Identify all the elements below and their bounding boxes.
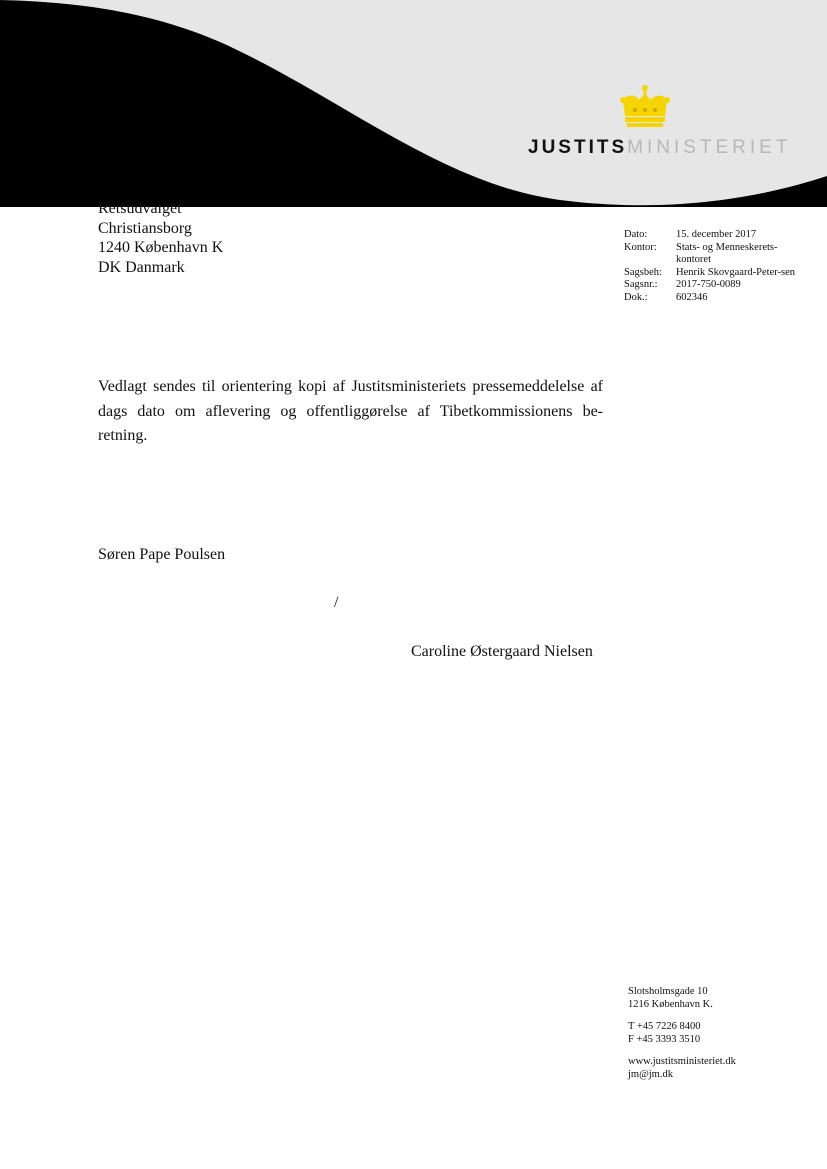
- logo-part-ministeriet: MINISTERIET: [627, 137, 792, 158]
- footer-address-line: 1216 København K.: [628, 998, 713, 1010]
- footer-fax: F +45 3393 3510: [628, 1033, 701, 1045]
- meta-row-document: [624, 292, 814, 305]
- crown-icon: [617, 84, 673, 130]
- recipient-line: DK Danmark: [98, 258, 185, 276]
- recipient-address: [98, 199, 223, 280]
- meta-key: Dok.:: [624, 291, 648, 303]
- header-wave-graphic: [0, 0, 827, 207]
- meta-value: 602346: [676, 291, 708, 303]
- footer-phone: T +45 7226 8400: [628, 1021, 701, 1032]
- case-metadata: [624, 229, 814, 304]
- meta-key: Sagsnr.:: [624, 279, 658, 290]
- footer-contact: [628, 986, 736, 1081]
- meta-row-handler: [624, 267, 814, 280]
- meta-value: 15. december 2017: [676, 229, 757, 240]
- meta-value: Henrik Skovgaard-Peter-sen: [676, 266, 796, 278]
- letter-body: Vedlagt sendes til orientering kopi af Justitsministeriets pressemeddelelse af dags dato om aflevering og offentliggørelse af Tibetkommissionens be-retning.: [98, 378, 603, 444]
- recipient-line: Christiansborg: [98, 219, 192, 237]
- meta-key: Sagsbeh:: [624, 266, 662, 278]
- signatory-official: Caroline Østergaard Nielsen: [411, 643, 593, 660]
- recipient-line: Retsudvalget: [98, 200, 182, 217]
- signatory-minister: Søren Pape Poulsen: [98, 546, 226, 563]
- meta-value: 2017-750-0089: [676, 279, 741, 290]
- meta-key: Dato:: [624, 229, 648, 240]
- meta-key: Kontor:: [624, 241, 657, 253]
- ministry-logo: [528, 137, 791, 159]
- meta-row-date: [624, 229, 814, 242]
- footer-address-line: Slotsholmsgade 10: [628, 986, 708, 997]
- meta-row-case-number: [624, 279, 814, 292]
- footer-website-link[interactable]: www.justitsministeriet.dk: [628, 1056, 736, 1067]
- meta-row-office: [624, 242, 814, 267]
- meta-value: Stats- og Menneskerets-kontoret: [676, 241, 778, 265]
- signature-separator: /: [334, 594, 339, 611]
- footer-email-link[interactable]: jm@jm.dk: [628, 1068, 673, 1080]
- logo-part-justits: JUSTITS: [528, 137, 628, 158]
- recipient-line: 1240 København K: [98, 239, 224, 256]
